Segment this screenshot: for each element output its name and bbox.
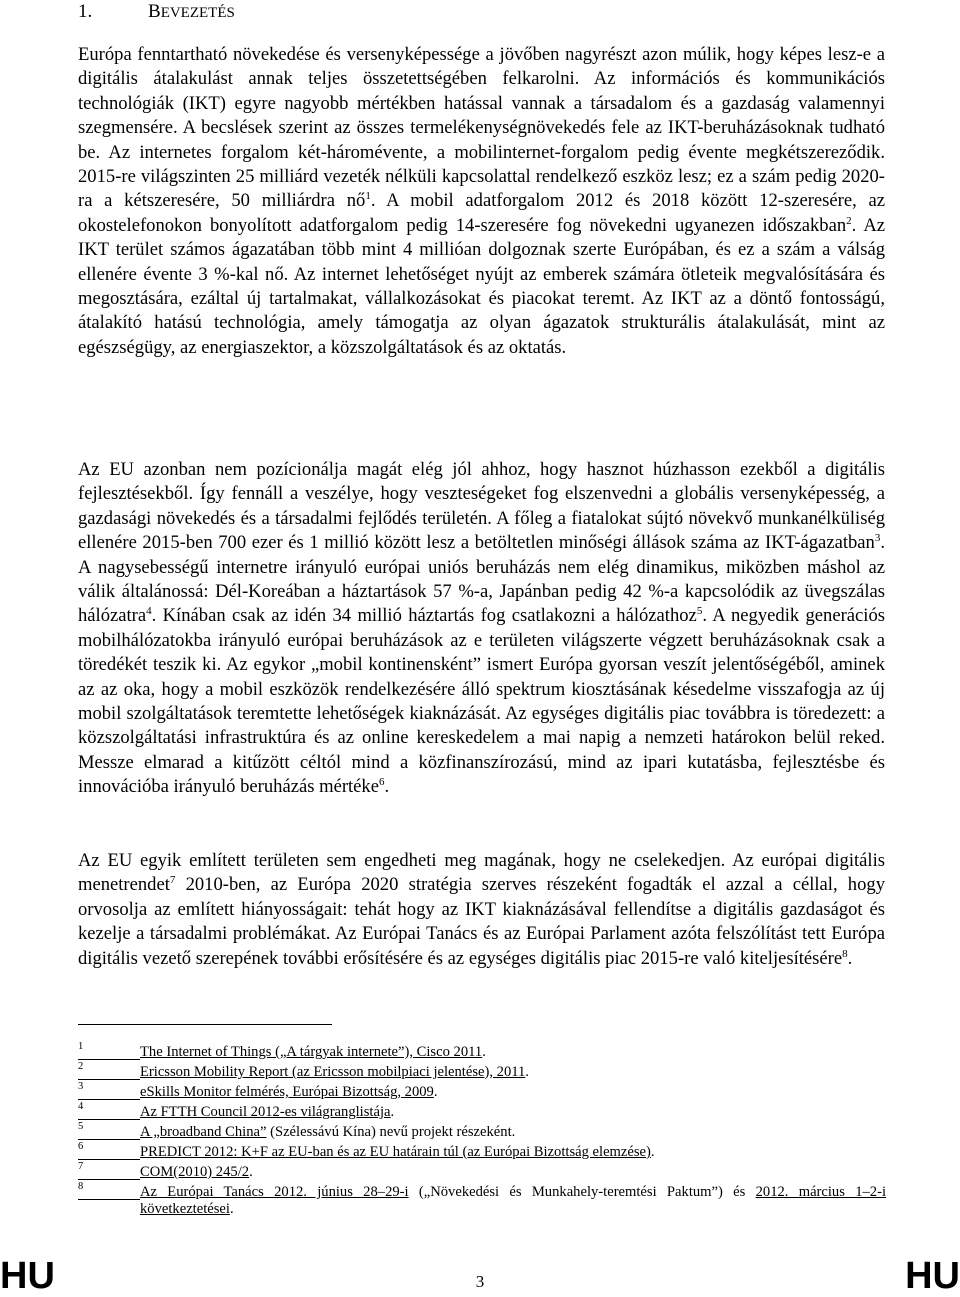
paragraph-text — [78, 458, 885, 800]
paragraph-3 — [78, 849, 885, 971]
footnote-tail: (Szélessávú Kína) nevű projekt részeként. — [266, 1124, 516, 1140]
footnote-underline-lead — [78, 1179, 140, 1180]
footnote-underline-lead — [78, 1159, 140, 1160]
footnote-text — [140, 1164, 253, 1181]
paragraph-segment: . A negyedik generációs mobilhálózatokba irányuló európai beruházások az e területen világszerte végzett beruházásoknak csak a töredékét teszik ki. Az egykor „mobil kontinensként” ismert Európa gyorsan veszít jelentőségéből, aminek az az oka, hogy a mobil eszközök rendelkezésére álló spektrum kiosztásának késedelme visszafogja az új mobil szolgáltatások teremtette lehetőségek kiaknázását. Az egységes digitális piac továbbra is töredezett: a közszolgáltatási infrastruktúra és az online kereskedelem a mai napig a nemzeti határokon belül reked. Messze elmarad a kitűzött céltól mind a közfinanszírozású, mind az ipari kutatásba, fejlesztésbe és innovációba irányuló beruházás mértéke — [78, 605, 885, 798]
paragraph-segment: . A nagysebességű internetre irányuló európai uniós beruházás nem elég dinamikus, miközben máshol az válik általánossá: Dél-Koreában a háztartások 57 %-a, Japánban pedig 42 %-a kapcsolódik az üvegszálas hálózatra — [78, 532, 885, 627]
footnote-link[interactable]: Ericsson Mobility Report (az Ericsson mobilpiaci jelentése), 2011 — [140, 1064, 526, 1080]
footnote-mark: 2 — [78, 1061, 84, 1072]
paragraph-segment: 2010-ben, az Európa 2020 stratégia szerves részeként fogadták el azzal a céllal, hogy orvosolja az említett hiányosságait: tehát hogy az IKT kiaknázásával fellendítse a digitális gazdaságot és kezelje a társadalmi problémákat. Az Európai Tanács és az Európai Parlament azóta felszólítást tett Európa digitális vezető szerepének további erősítésére és az egységes digitális piac 2015-re való kiteljesítésére — [78, 874, 885, 969]
footnote-text — [140, 1084, 438, 1101]
paragraph-segment: . — [847, 947, 853, 969]
footnote-reference[interactable]: 2 — [846, 214, 852, 227]
section-title-initial: B — [148, 1, 161, 22]
footnote-text — [140, 1124, 515, 1141]
footnote-link[interactable]: eSkills Monitor felmérés, Európai Bizottság, 2009 — [140, 1084, 434, 1100]
paragraph-segment: . — [384, 776, 390, 798]
footnote-underline-lead — [78, 1139, 140, 1140]
language-code-right: HU — [905, 1255, 960, 1297]
footnote-underline-lead — [78, 1079, 140, 1080]
footnote-text — [140, 1104, 394, 1121]
paragraph-text — [78, 43, 885, 360]
footnote-mark: 4 — [78, 1101, 84, 1112]
footnote-text — [140, 1144, 655, 1161]
footnote-underline-lead — [78, 1059, 140, 1060]
footnote-link[interactable]: The Internet of Things („A tárgyak internete”), Cisco 2011 — [140, 1044, 483, 1060]
paragraph-segment: . A mobil adatforgalom 2012 és 2018 között 12-szeresére, az okostelefonokon bonyolított adatforgalom pedig 14-szeresére fog növekedni ugyanezen időszakban — [78, 190, 885, 236]
footnote-reference[interactable]: 6 — [379, 776, 385, 789]
paragraph-segment: Európa fenntartható növekedése és versenyképessége a jövőben nagyrészt azon múlik, hogy képes lesz-e a digitális átalakulást annak teljes összetettségében felkarolni. Az információs és kommunikációs technológiák (IKT) egyre nagyobb mértékben hatással vannak a társadalom és a gazdaság valamennyi szegmensére. A becslések szerint az összes termelékenységnövekedés fele az IKT-beruházásoknak tudható be. Az internetes forgalom két-háromévente, a mobilinternet-forgalom pedig évente megkétszereződik. 2015-re világszinten 25 milliárd vezeték nélküli kapcsolattal rendelkező eszköz lesz; ez a szám pedig 2020-ra a kétszeresére, 50 milliárdra nő — [78, 44, 885, 212]
footnote-reference[interactable]: 8 — [842, 947, 848, 960]
footnote-tail: . — [650, 1144, 655, 1160]
footnote-mark: 5 — [78, 1121, 84, 1132]
footnote-mark: 1 — [78, 1041, 84, 1052]
paragraph-segment: Az EU egyik említett területen sem engedheti meg magának, hogy ne cselekedjen. Az európai digitális menetrendet — [78, 850, 885, 896]
footnote-link[interactable]: 2012. március 1–2-i következtetései — [140, 1184, 886, 1217]
footnote-link[interactable]: PREDICT 2012: K+F az EU-ban és az EU határain túl (az Európai Bizottság elemzése) — [140, 1144, 651, 1160]
page-number: 3 — [475, 1272, 485, 1291]
paragraph-segment: . Az IKT terület számos ágazatában több mint 4 millióan dolgoznak szerte Európában, és ez a szám a válság ellenére évente 3 %-kal nő. Az internet lehetőséget nyújt az emberek számára ötleteik megvalósítására és megosztására, ezáltal új tartalmakat, vállalkozásokat és piacokat teremt. Az IKT az a döntő fontosságú, átalakító hatású technológia, amely támogatja az olyan ágazatok strukturális átalakulását, mint az egészségügy, az energiaszektor, a közszolgáltatások és az oktatás. — [78, 214, 886, 358]
footnote-mark: 3 — [78, 1081, 84, 1092]
footnote-tail: . — [390, 1104, 395, 1120]
footnote-reference[interactable]: 5 — [696, 605, 703, 618]
footnote-text — [140, 1184, 886, 1218]
footnote-reference[interactable]: 1 — [365, 190, 371, 203]
footnote-reference[interactable]: 7 — [169, 874, 176, 887]
footnote-tail: . — [525, 1064, 529, 1080]
footnote-link[interactable]: Az FTTH Council 2012-es világranglistája — [140, 1104, 391, 1120]
section-heading — [78, 0, 235, 25]
footnote-mark: 6 — [78, 1141, 84, 1152]
paragraph-2 — [78, 458, 885, 800]
paragraph-text — [78, 849, 885, 971]
footnote-text — [140, 1044, 486, 1061]
footnote-mid-text: („Növekedési és Munkahely-teremtési Paktum”) és — [408, 1184, 756, 1200]
footnote-mark: 8 — [78, 1181, 84, 1192]
footnote-underline-lead — [78, 1099, 140, 1100]
footnote-link[interactable]: COM(2010) 245/2 — [140, 1164, 250, 1180]
footnote-reference[interactable]: 3 — [874, 532, 881, 545]
paragraph-1 — [78, 43, 885, 360]
footnote-link[interactable]: A „broadband China” — [140, 1124, 267, 1140]
footnote-separator — [78, 1024, 332, 1025]
footnote-mark: 7 — [78, 1161, 84, 1172]
footnote-tail: . — [249, 1164, 253, 1180]
footnote-link[interactable]: Az Európai Tanács 2012. június 28–29-i — [140, 1184, 409, 1200]
section-number: 1. — [78, 1, 93, 22]
paragraph-segment: . Kínában csak az idén 34 millió háztartás fog csatlakozni a hálózathoz — [151, 605, 697, 627]
footnote-underline-lead — [78, 1119, 140, 1120]
paragraph-segment: Az EU azonban nem pozícionálja magát elég jól ahhoz, hogy hasznot húzhasson ezekből a digitális fejlesztésekből. Így fennáll a veszélye, hogy veszteségeket fog elszenvedni a globális versenyképesség, a gazdasági növekedés és a társadalmi fejlődés területén. A főleg a fiatalokat sújtó növekvő munkanélküliség ellenére 2015-ben 700 ezer és 1 millió között lesz a betöltetlen minőségi állások száma az IKT-ágazatban — [78, 459, 885, 554]
footnote-underline-lead — [78, 1199, 140, 1200]
footnote-tail: . — [229, 1201, 234, 1217]
language-code-left: HU — [0, 1255, 55, 1297]
footnote-tail: . — [433, 1084, 438, 1100]
footnote-tail: . — [482, 1044, 486, 1060]
section-title-rest: EVEZETÉS — [160, 5, 235, 21]
footnote-reference[interactable]: 4 — [146, 605, 152, 618]
footnote-text — [140, 1064, 529, 1081]
